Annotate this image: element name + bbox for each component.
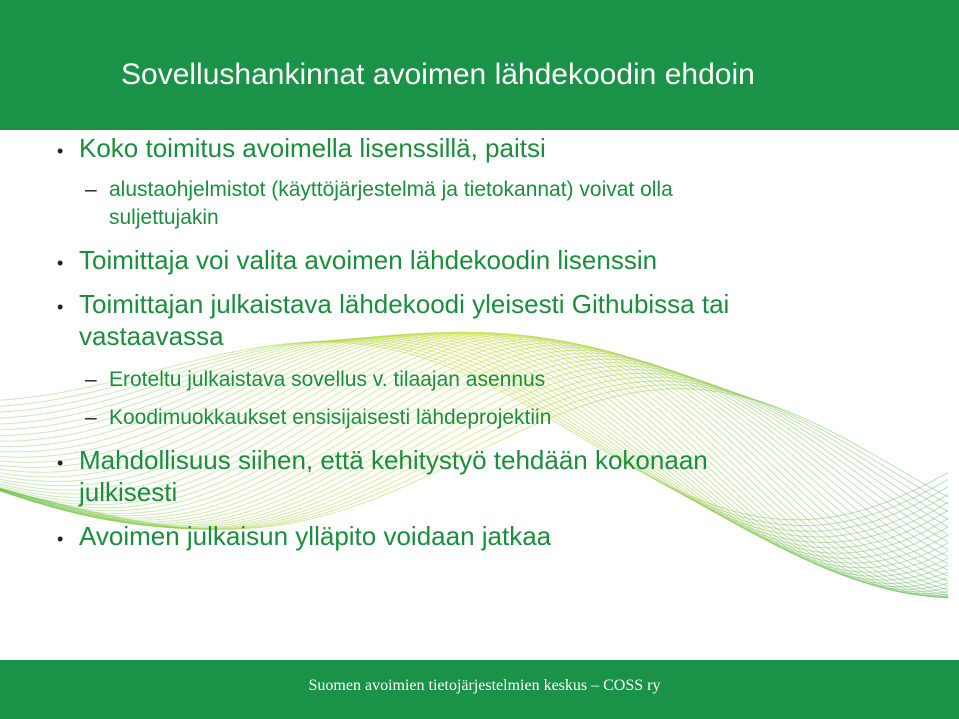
sub-bullet-text: Eroteltu julkaistava sovellus v. tilaajan asennus (109, 368, 546, 391)
bullet-symbol: • (57, 529, 64, 549)
bullet-symbol: • (57, 453, 64, 473)
bullet-symbol: • (57, 253, 64, 273)
dash-symbol: – (85, 368, 97, 391)
bullet-symbol: • (57, 297, 64, 317)
bullet-text: Toimittaja voi valita avoimen lähdekoodin lisenssin (79, 245, 658, 275)
footer-text: Suomen avoimien tietojärjestelmien keskus – COSS ry (308, 677, 661, 694)
sub-bullet-text: Koodimuokkaukset ensisijaisesti lähdeprojektiin (109, 406, 552, 429)
sub-bullet-text: alustaohjelmistot (käyttöjärjestelmä ja tietokannat) voivat olla (109, 178, 673, 201)
bullet-text: Mahdollisuus siihen, että kehitystyö tehdään kokonaan (79, 445, 708, 475)
footer-bar (0, 660, 959, 719)
dash-symbol: – (85, 178, 97, 201)
bullet-text-continued: julkisesti (79, 477, 178, 507)
bullet-text: Toimittajan julkaistava lähdekoodi yleisesti Githubissa tai (79, 289, 730, 319)
bullet-text: Avoimen julkaisun ylläpito voidaan jatkaa (79, 521, 552, 551)
slide-title: Sovellushankinnat avoimen lähdekoodin ehdoin (121, 58, 755, 91)
dash-symbol: – (85, 406, 97, 429)
bullet-symbol: • (57, 141, 64, 161)
bullet-text: Koko toimitus avoimella lisenssillä, paitsi (79, 133, 546, 163)
bullet-text-continued: vastaavassa (79, 321, 224, 351)
sub-bullet-text-continued: suljettujakin (109, 206, 219, 229)
